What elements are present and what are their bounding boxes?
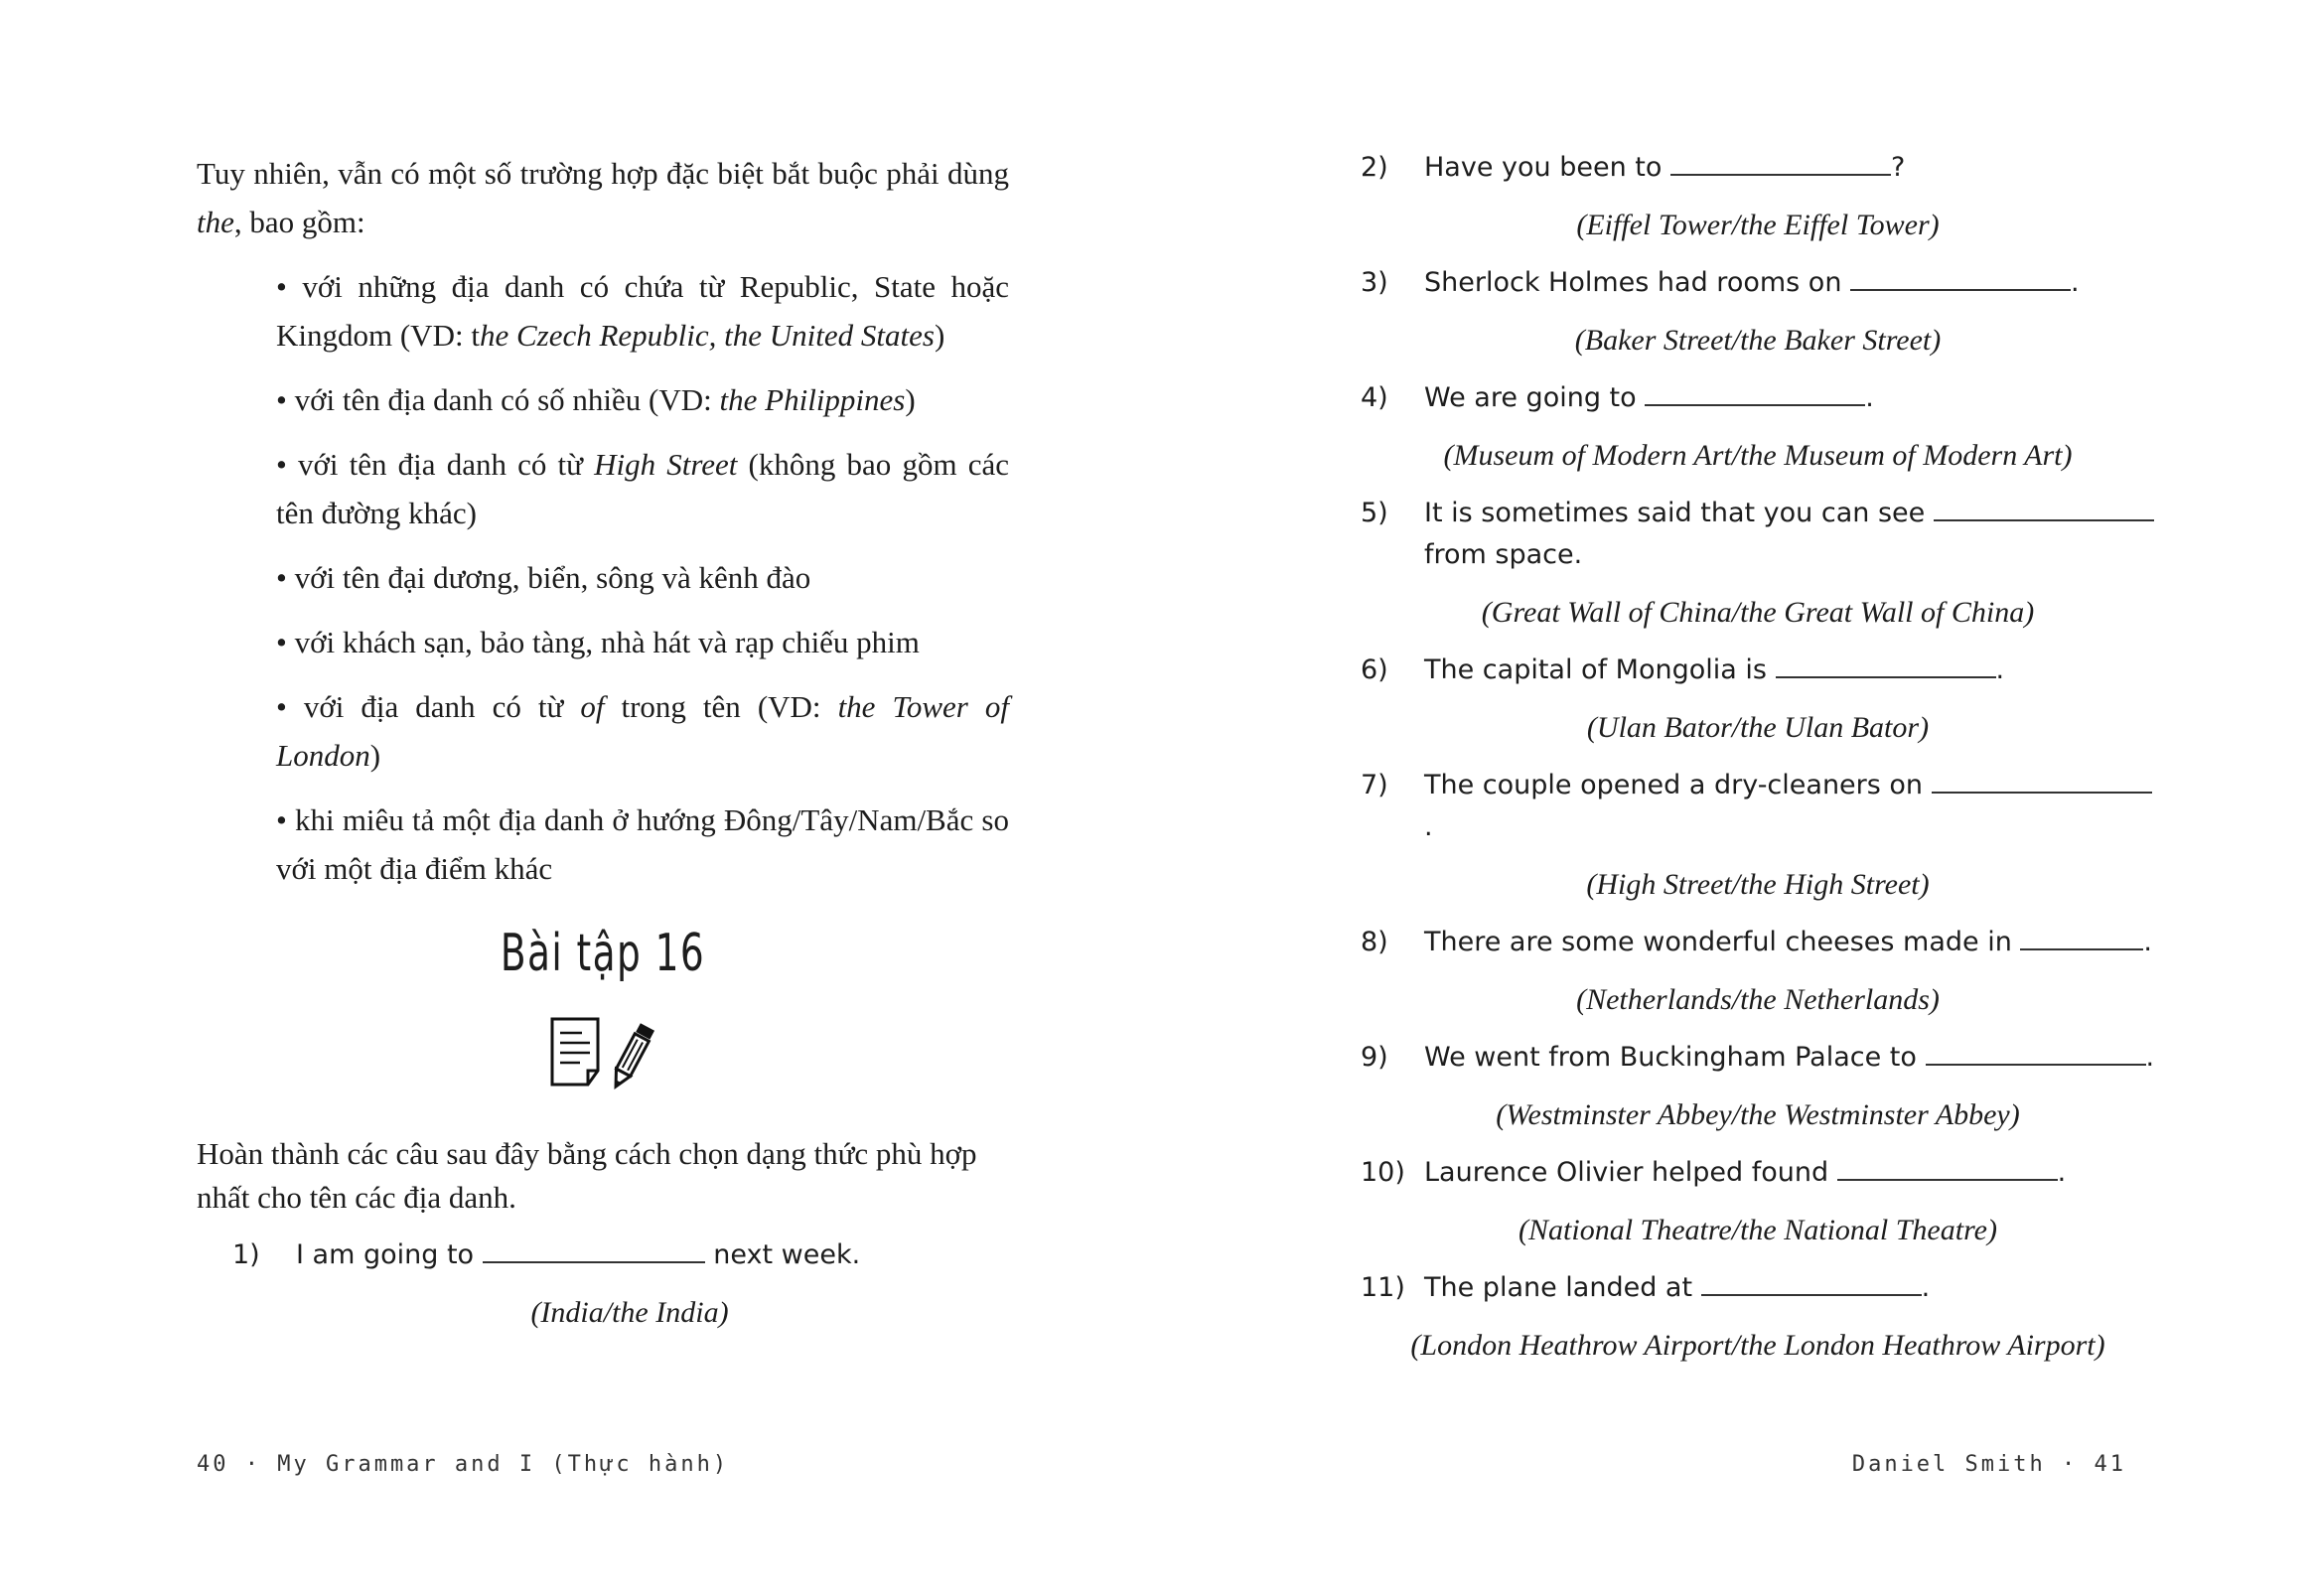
question-row: 4) We are going to . <box>1361 382 1874 413</box>
question-list-right <box>1361 147 2155 1382</box>
question-row: 6) The capital of Mongolia is . <box>1361 654 2005 685</box>
exercise-title: Bài tập 16 <box>500 924 706 983</box>
question-row: 10) Laurence Olivier helped found . <box>1361 1157 2067 1188</box>
rule-item: • với tên địa danh có số nhiều (VD: the Philippines) <box>276 382 916 417</box>
answer-blank[interactable] <box>1934 500 2154 521</box>
question-list-left <box>232 1234 1027 1350</box>
answer-options: (Baker Street/the Baker Street) <box>1574 324 1942 357</box>
grammar-notes <box>197 149 1009 909</box>
answer-options: (Netherlands/the Netherlands) <box>1576 983 1940 1016</box>
rule-item: • với tên địa danh có từ High Street (không bao gồm các tên đường khác) <box>276 447 1009 530</box>
page-footer-right: Daniel Smith · 41 <box>1851 1452 2126 1477</box>
question-row: 3) Sherlock Holmes had rooms on . <box>1361 267 2080 298</box>
rule-list <box>276 262 1009 893</box>
answer-blank[interactable] <box>2020 929 2143 950</box>
answer-blank[interactable] <box>1670 154 1891 176</box>
rule-item: • với địa danh có từ of trong tên (VD: the Tower of London) <box>276 689 1009 773</box>
answer-blank[interactable] <box>1701 1274 1922 1296</box>
answer-blank[interactable] <box>1645 384 1865 406</box>
answer-blank[interactable] <box>1776 656 1996 678</box>
answer-options: (Eiffel Tower/the Eiffel Tower) <box>1576 209 1940 241</box>
rule-item: • khi miêu tả một địa danh ở hướng Đông/Tây/Nam/Bắc so với một địa điểm khác <box>276 802 1009 886</box>
answer-blank[interactable] <box>1926 1044 2146 1066</box>
answer-blank[interactable] <box>1850 269 2071 291</box>
rule-item: • với khách sạn, bảo tàng, nhà hát và rạp chiếu phim <box>276 625 920 659</box>
answer-options: (Great Wall of China/the Great Wall of China) <box>1481 596 2035 629</box>
question-row: 1) I am going to next week. <box>232 1239 861 1270</box>
answer-options: (India/the India) <box>530 1296 729 1329</box>
answer-options: (National Theatre/the National Theatre) <box>1519 1214 1997 1246</box>
question-row: 8) There are some wonderful cheeses made in . <box>1361 927 2152 957</box>
answer-options: (Museum of Modern Art/the Museum of Modern Art) <box>1443 439 2073 472</box>
answer-blank[interactable] <box>1932 772 2152 794</box>
answer-options: (High Street/the High Street) <box>1586 868 1930 901</box>
question-row: 7) The couple opened a dry-cleaners on . <box>1361 765 2155 848</box>
page-footer-left: 40 · My Grammar and I (Thực hành) <box>197 1452 730 1477</box>
answer-options: (London Heathrow Airport/the London Heathrow Airport) <box>1410 1329 2105 1362</box>
answer-options: (Ulan Bator/the Ulan Bator) <box>1586 711 1930 744</box>
left-page <box>0 0 1157 1596</box>
exercise-instruction: Hoàn thành các câu sau đây bằng cách chọn dạng thức phù hợp nhất cho tên các địa danh. <box>197 1136 977 1215</box>
answer-options: (Westminster Abbey/the Westminster Abbey) <box>1496 1098 2020 1131</box>
rule-item: • với tên đại dương, biển, sông và kênh đào <box>276 560 811 595</box>
notepad-pencil-icon <box>546 1015 661 1094</box>
answer-blank[interactable] <box>1837 1159 2058 1181</box>
intro-paragraph: Tuy nhiên, vẫn có một số trường hợp đặc biệt bắt buộc phải dùng the, bao gồm: <box>197 156 1009 239</box>
question-row: 11) The plane landed at . <box>1361 1272 1931 1303</box>
question-row: 9) We went from Buckingham Palace to . <box>1361 1042 2155 1073</box>
rule-item: • với những địa danh có chứa từ Republic, State hoặc Kingdom (VD: the Czech Republic, the United States) <box>276 269 1009 353</box>
answer-blank[interactable] <box>483 1241 705 1263</box>
question-row: 5) It is sometimes said that you can see from space. <box>1361 493 2155 576</box>
question-row: 2) Have you been to ? <box>1361 152 1906 183</box>
